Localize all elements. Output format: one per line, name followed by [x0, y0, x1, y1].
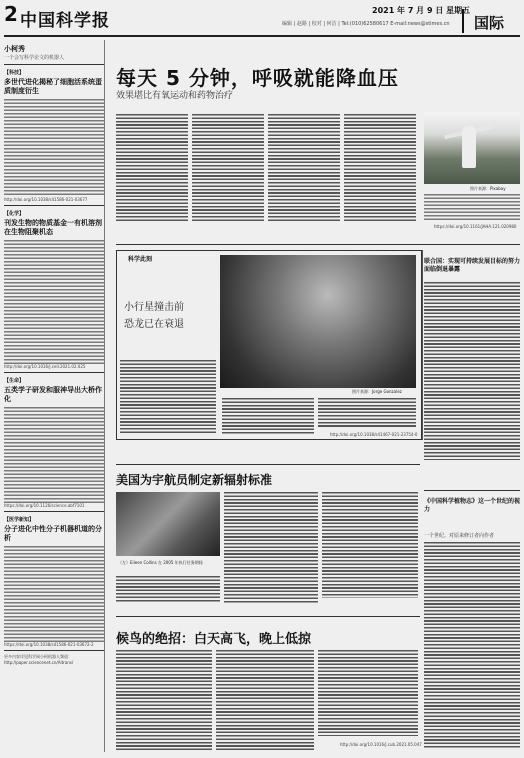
- editor-contact-line: 编辑 | 赵路 | 校对 | 何洁 | Tel:(010)62580617 E-mail:news@stimes.cn: [282, 21, 450, 27]
- brief-link: http://doi.org/10.1016/j.cell.2021.02.025: [4, 364, 86, 369]
- feature-body-col-2: [222, 398, 314, 434]
- header-rule: [4, 35, 520, 37]
- brief-tag: 【生命】: [4, 378, 25, 384]
- feature-body-col-1: [120, 360, 216, 434]
- column-separator: [104, 40, 105, 752]
- column-subtitle: 一个会写科学论文的机器人: [4, 55, 65, 61]
- divider: [4, 205, 104, 206]
- feature-title-line-1: 小行星撞击前: [124, 302, 184, 313]
- column-separator: [422, 250, 423, 440]
- doi-link: http://doi.org/10.1038/s41467-021-23754-0: [330, 432, 418, 437]
- feature-title-line-2: 恐龙已在衰退: [124, 319, 184, 330]
- brief-link: http://doi.org/10.1038/s41586-021-03677: [4, 197, 88, 202]
- issue-date: 2021 年 7 月 9 日 星期五: [372, 6, 471, 15]
- sidebar-body-text: [424, 282, 520, 460]
- story2-body-col-2: [224, 492, 318, 604]
- sidebar-subhead: 一个世纪、对原来修订者向作者: [424, 533, 495, 539]
- photo-caption: （左）Eileen Collins 在 2005 年执行任务期间: [118, 560, 203, 565]
- photo-credit: 图片来源：Jorge Gonzalez: [352, 389, 402, 394]
- section-label: 国际: [474, 14, 505, 32]
- sidebar-headline: 联合国：实现可持续发展目标的努力面临倒退暴露: [424, 258, 521, 273]
- story2-body-col-3: [322, 492, 418, 598]
- lead-body-col-5: [424, 194, 520, 220]
- section-rule: [424, 490, 520, 491]
- column-footer: 更多内容详见科学网小柯机器人频道：http://paper.sciencenet.cn/Aitrans/: [4, 654, 74, 665]
- doi-link: https://doi.org/10.1161/JAHA.121.020980: [434, 224, 517, 229]
- brief-title: 分子进化中性分子机器机道的分析: [4, 525, 102, 542]
- story3-body-col-1: [116, 650, 212, 750]
- newspaper-masthead: 中国科学报: [20, 11, 110, 31]
- brief-title: 刊发生物的物质基金一有机溶剂在生物阻聚机态: [4, 219, 102, 236]
- section-rule: [116, 244, 520, 245]
- sidebar-body-text: [424, 542, 520, 748]
- brief-link: https://doi.org/10.1126/science.abf7101: [4, 503, 85, 508]
- astronaut-photo: [116, 492, 220, 556]
- divider: [4, 372, 104, 373]
- divider: [4, 511, 104, 512]
- brief-tag: 【科技】: [4, 70, 25, 76]
- lead-body-col-3: [268, 114, 340, 222]
- divider: [4, 650, 104, 651]
- story3-headline: 候鸟的绝招：白天高飞，晚上低掠: [116, 632, 312, 647]
- divider: [4, 64, 104, 65]
- brief-title: 五类学子研发和服神导出大桥作化: [4, 386, 102, 403]
- brief-tag: 【医学新知】: [4, 517, 35, 523]
- lead-headline: 每天 5 分钟，呼吸就能降血压: [116, 66, 399, 90]
- feature-label: 科学此刻: [128, 256, 153, 263]
- brief-title: 多世代进化揭秘了细胞活系统蛋质制度衍生: [4, 78, 102, 95]
- lead-body-col-4: [344, 114, 416, 222]
- brief-link: https://doi.org/10.1038/s41586-021-03672-2: [4, 642, 94, 647]
- dinosaur-photo: [220, 255, 416, 388]
- page-number: 2: [4, 2, 18, 26]
- section-rule: [116, 464, 420, 465]
- brief-body-text: [4, 546, 104, 642]
- feature-body-col-3: [318, 398, 416, 428]
- story2-body-col-1: [116, 576, 220, 602]
- doi-link: http://doi.org/10.1016/j.cub.2021.05.047: [340, 742, 422, 747]
- section-rule: [116, 616, 420, 617]
- sidebar-headline: 《中国科学植物志》这一个世纪的视力: [424, 498, 521, 513]
- lead-body-col-2: [192, 114, 264, 222]
- brief-tag: 【化学】: [4, 211, 25, 217]
- story2-headline: 美国为宇航员制定新辐射标准: [116, 473, 273, 487]
- brief-body-text: [4, 99, 104, 197]
- story3-body-col-3: [318, 650, 418, 736]
- lead-body-col-1: [116, 114, 188, 222]
- left-news-column: [4, 40, 104, 754]
- column-title: 小柯秀: [4, 45, 25, 53]
- story3-body-col-2: [216, 650, 314, 750]
- brief-body-text: [4, 407, 104, 503]
- lead-subheadline: 效果堪比有氧运动和药物治疗: [116, 91, 234, 101]
- photo-credit: 图片来源：Pixabay: [470, 186, 506, 191]
- brief-body-text: [4, 240, 104, 364]
- lead-photo: [424, 112, 520, 184]
